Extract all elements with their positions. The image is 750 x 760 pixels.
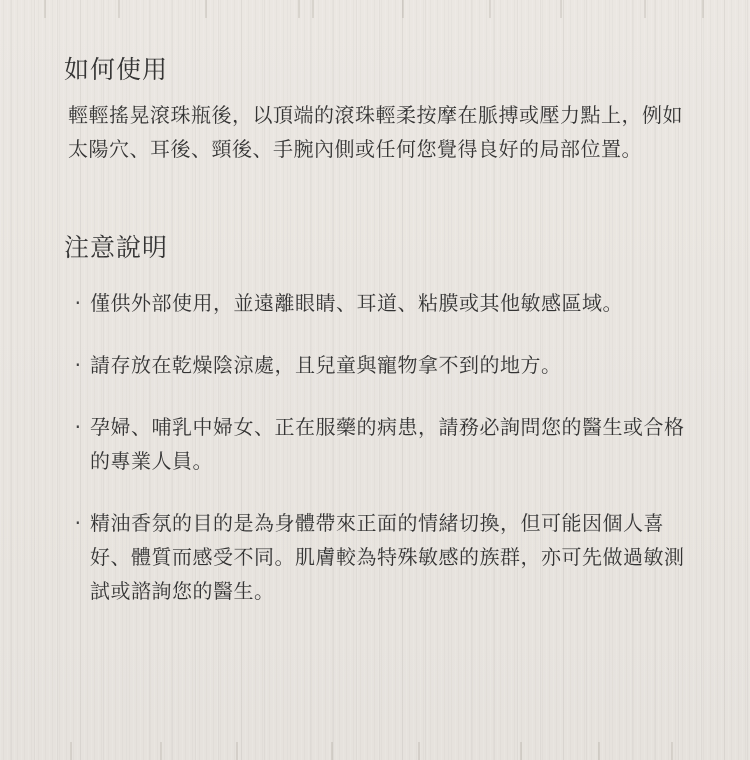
note-text: 孕婦、哺乳中婦女、正在服藥的病患，請務必詢問您的醫生或合格的專業人員。 <box>90 415 685 473</box>
notes-list <box>64 286 694 608</box>
bottom-texture-marks <box>0 742 750 760</box>
top-texture-marks <box>0 0 750 18</box>
note-item <box>64 286 694 320</box>
note-text: 精油香氛的目的是為身體帶來正面的情緒切換，但可能因個人喜好、體質而感受不同。肌膚較為特殊敏感的族群，亦可先做過敏測試或諮詢您的醫生。 <box>90 511 685 603</box>
usage-title: 如何使用 <box>64 55 169 84</box>
notes-section <box>64 230 694 608</box>
note-item <box>64 506 694 608</box>
usage-body: 輕輕搖晃滾珠瓶後，以頂端的滾珠輕柔按摩在脈搏或壓力點上，例如太陽穴、耳後、頸後、手腕內側或任何您覺得良好的局部位置。 <box>68 103 683 161</box>
bullet-icon: · <box>74 415 82 439</box>
notes-title: 注意說明 <box>64 233 169 262</box>
note-item <box>64 348 694 382</box>
content <box>64 52 694 636</box>
usage-section <box>64 52 694 166</box>
note-text: 請存放在乾燥陰涼處，且兒童與寵物拿不到的地方。 <box>90 353 562 377</box>
bullet-icon: · <box>74 353 82 377</box>
note-item <box>64 410 694 478</box>
bullet-icon: · <box>74 511 82 535</box>
bullet-icon: · <box>74 291 82 315</box>
note-text: 僅供外部使用，並遠離眼睛、耳道、粘膜或其他敏感區域。 <box>90 291 623 315</box>
